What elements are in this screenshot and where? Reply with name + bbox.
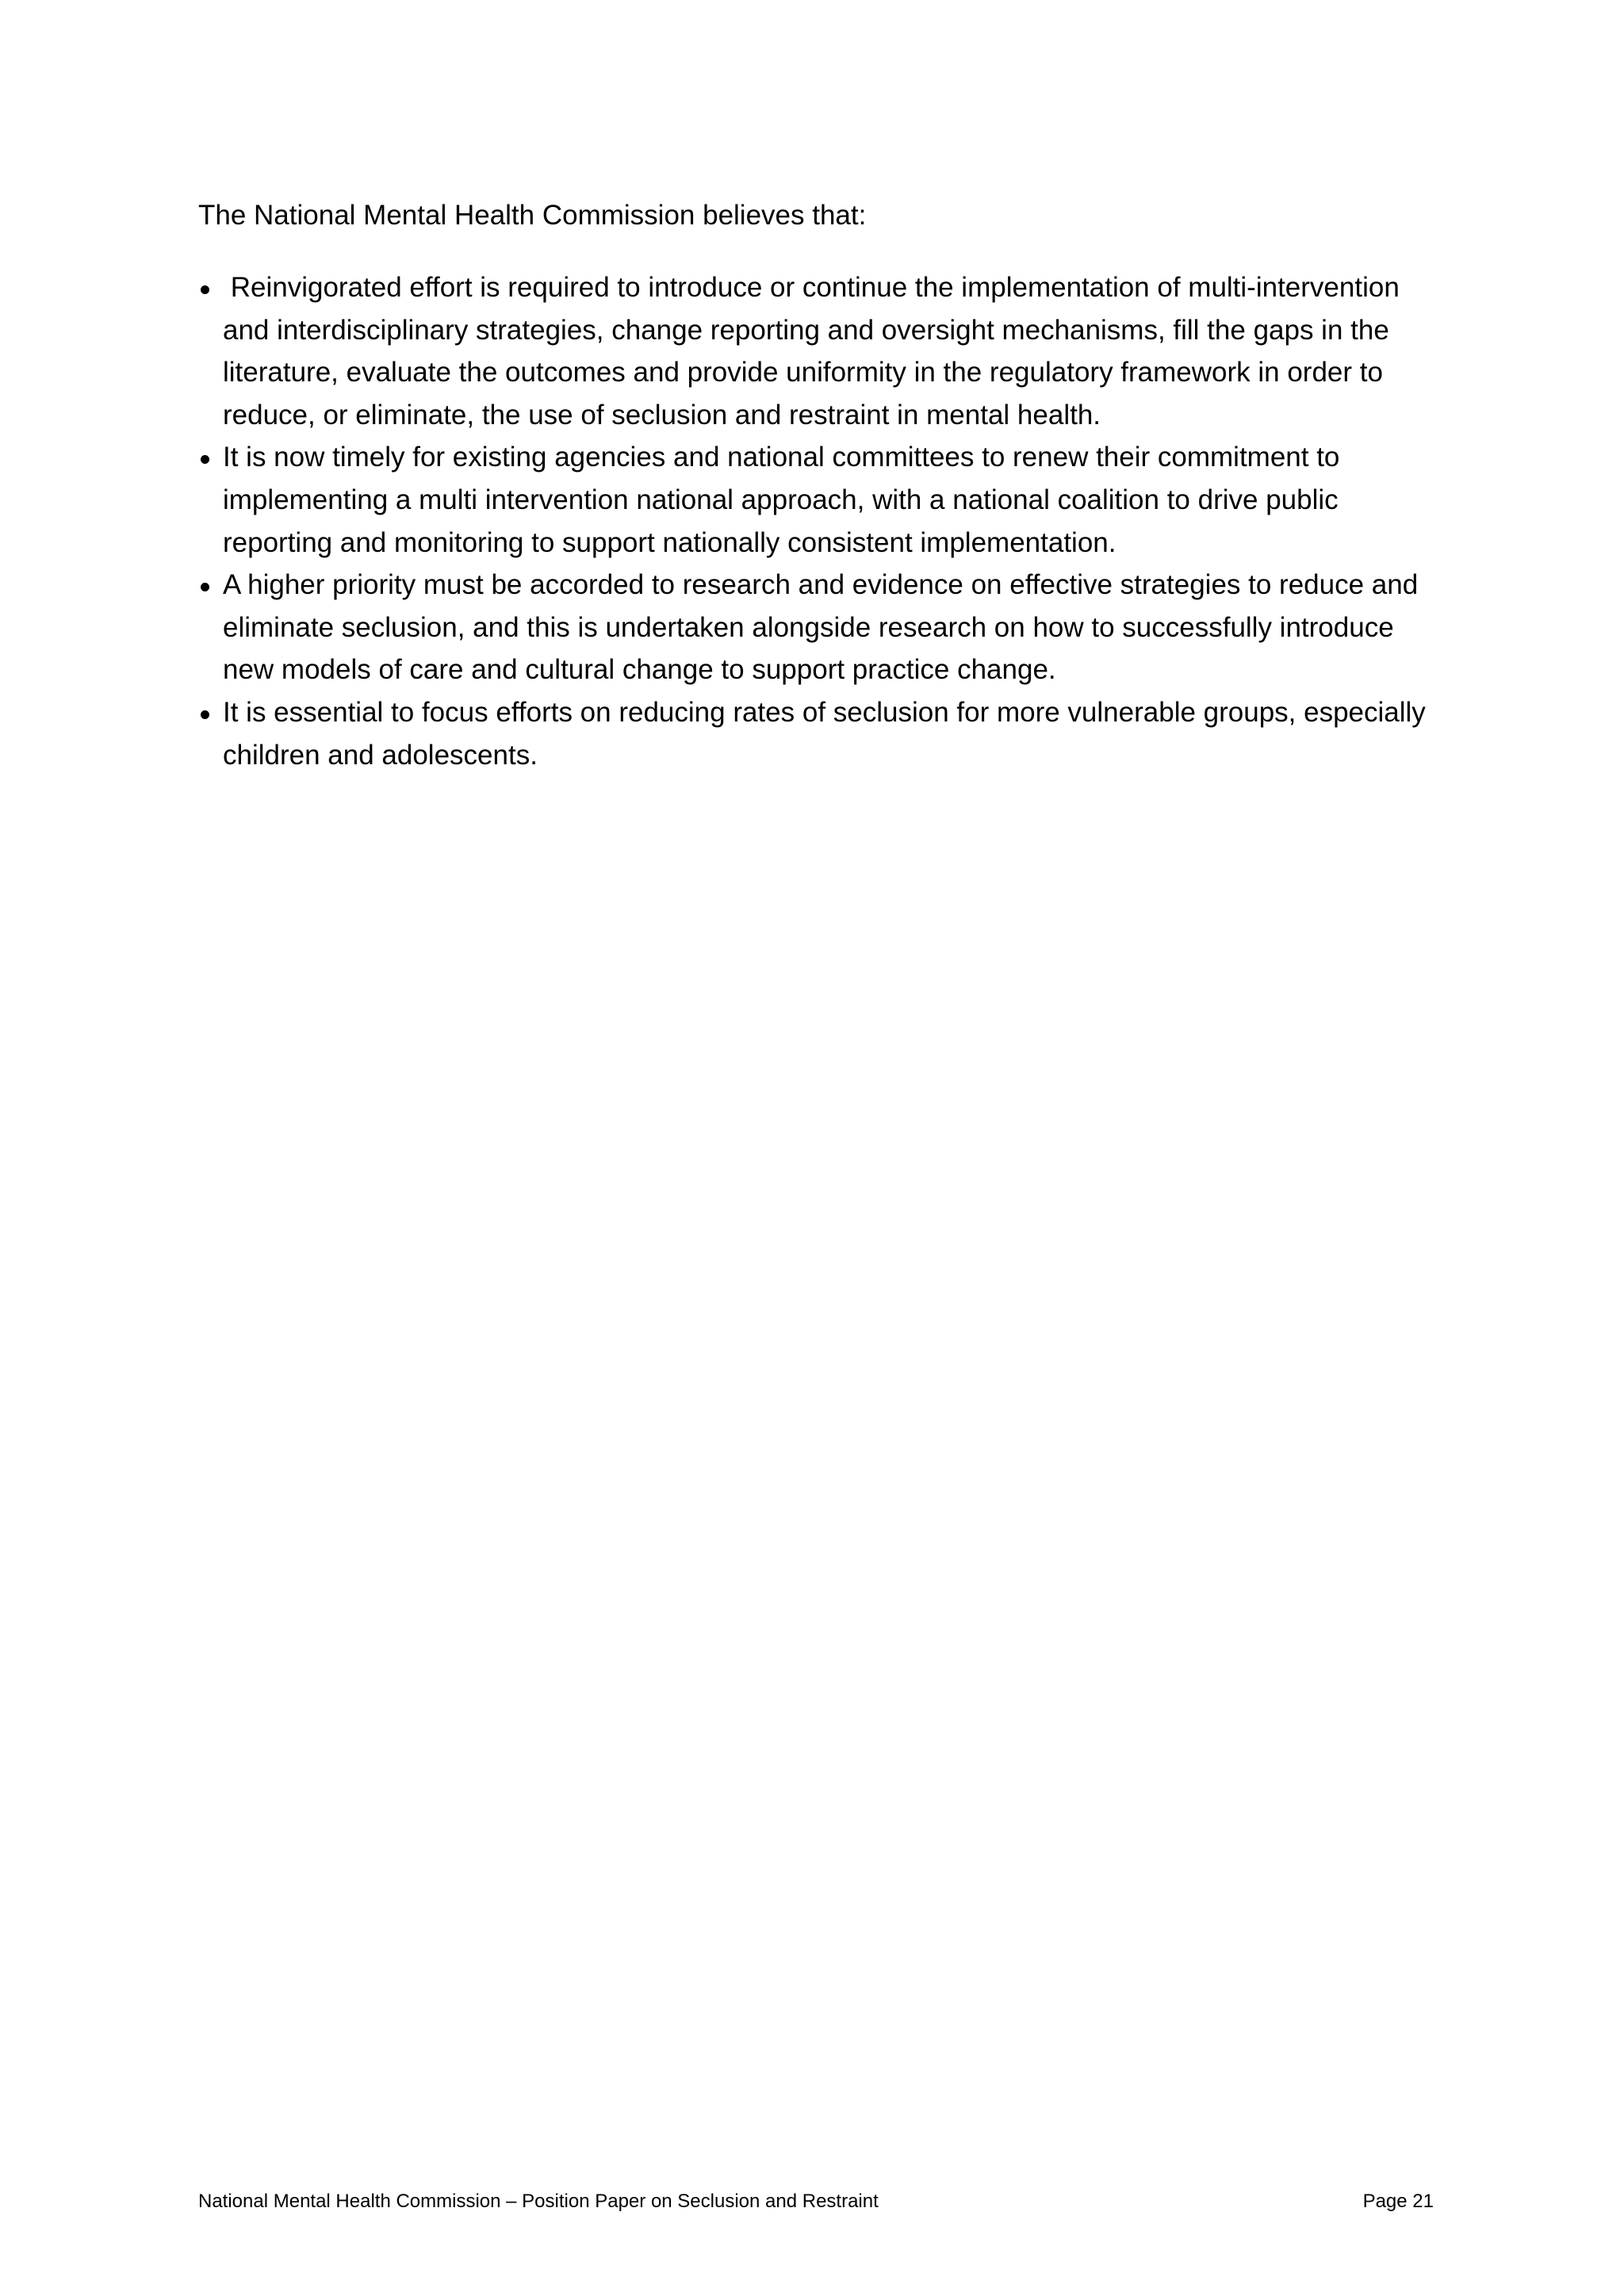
bullet-icon	[201, 285, 209, 294]
bullet-item	[198, 564, 1443, 691]
bullet-item	[198, 691, 1443, 776]
bullet-text: A higher priority must be accorded to research and evidence on effective strategies to reduce and eliminate seclusion, and this is undertaken alongside research on how to successfully introduce new models of care and cultural change to support practice change.	[223, 569, 1419, 686]
bullet-text: Reinvigorated effort is required to introduce or continue the implementation of multi-intervention and interdisciplinary strategies, change reporting and oversight mechanisms, fill the gaps in the literature, evaluate the outcomes and provide uniformity in the regulatory framework in order to reduce, or eliminate, the use of seclusion and restraint in mental health.	[223, 272, 1408, 430]
bullet-item	[198, 436, 1443, 564]
bullet-text: It is now timely for existing agencies and national committees to renew their commitment to implementing a multi intervention national approach, with a national coalition to drive public reporting and monitoring to support nationally consistent implementation.	[223, 442, 1340, 558]
bullet-icon	[201, 710, 209, 719]
bullet-text: It is essential to focus efforts on reducing rates of seclusion for more vulnerable groups, especially children and adolescents.	[223, 696, 1426, 771]
page-number: Page 21	[1362, 2191, 1434, 2212]
bullet-icon	[201, 583, 209, 591]
bullet-icon	[201, 455, 209, 464]
bullet-list	[198, 266, 1443, 776]
bullet-item	[198, 266, 1443, 436]
footer-title: National Mental Health Commission – Position Paper on Seclusion and Restraint	[198, 2191, 879, 2212]
intro-paragraph: The National Mental Health Commission believes that:	[198, 200, 867, 231]
